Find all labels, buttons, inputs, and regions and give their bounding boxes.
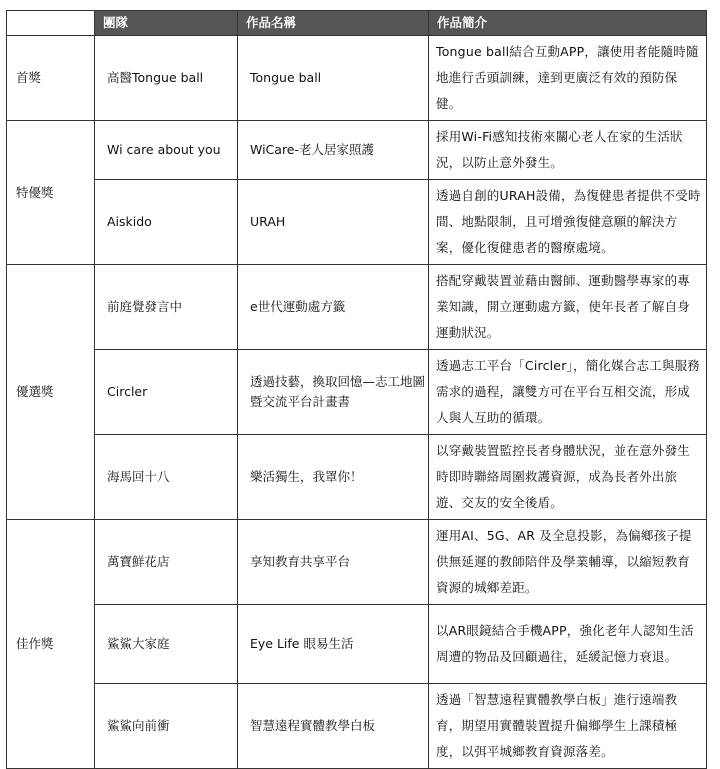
work-name-cell: e世代運動處方籤	[238, 265, 429, 350]
awards-table	[6, 10, 707, 769]
team-cell: Aiskido	[95, 180, 238, 265]
team-cell: 海馬回十八	[95, 435, 238, 520]
table-row	[7, 350, 707, 435]
intro-cell: Tongue ball結合互動APP，讓使用者能隨時隨地進行舌頭訓練，達到更廣泛有效的預防保健。	[429, 36, 707, 121]
intro-cell: 採用Wi-Fi感知技術來關心老人在家的生活狀況，以防止意外發生。	[429, 121, 707, 180]
intro-cell: 以穿戴裝置監控長者身體狀況，並在意外發生時即時聯絡周圍救護資源，成為長者外出旅遊、交友的安全後盾。	[429, 435, 707, 520]
work-name-cell: 享知教育共享平台	[238, 520, 429, 605]
team-cell: 鯊鯊向前衝	[95, 684, 238, 769]
intro-cell: 透過「智慧遠程實體教學白板」進行遠端教育，期望用實體裝置提升偏鄉學生上課積極度，以弭平城鄉教育資源落差。	[429, 684, 707, 769]
table-row	[7, 180, 707, 265]
header-work-name: 作品名稱	[238, 11, 429, 36]
header-blank	[7, 11, 95, 36]
award-honorable-mention: 佳作獎	[7, 520, 95, 769]
work-name-cell: URAH	[238, 180, 429, 265]
work-name-cell: Eye Life 眼易生活	[238, 605, 429, 684]
intro-cell: 以AR眼鏡結合手機APP，強化老年人認知生活周遭的物品及回顧過往，延緩記憶力衰退。	[429, 605, 707, 684]
table-row	[7, 520, 707, 605]
header-intro: 作品簡介	[429, 11, 707, 36]
header-row	[7, 11, 707, 36]
table-row	[7, 121, 707, 180]
table-row	[7, 36, 707, 121]
table-row	[7, 684, 707, 769]
work-name-cell: Tongue ball	[238, 36, 429, 121]
intro-cell: 透過志工平台「Circler」，簡化媒合志工與服務需求的過程，讓雙方可在平台互相交流，形成人與人互助的循環。	[429, 350, 707, 435]
team-cell: 鯊鯊大家庭	[95, 605, 238, 684]
table-row	[7, 265, 707, 350]
team-cell: Circler	[95, 350, 238, 435]
work-name-cell: WiCare-老人居家照護	[238, 121, 429, 180]
award-excellence: 特優獎	[7, 121, 95, 265]
team-cell: 高醫Tongue ball	[95, 36, 238, 121]
work-name-cell: 智慧遠程實體教學白板	[238, 684, 429, 769]
intro-cell: 搭配穿戴裝置並藉由醫師、運動醫學專家的專業知識，開立運動處方籤，使年長者了解自身運動狀況。	[429, 265, 707, 350]
award-merit: 優選獎	[7, 265, 95, 520]
intro-cell: 透過自創的URAH設備，為復健患者提供不受時間、地點限制，且可增強復健意願的解決方案，優化復健患者的醫療處境。	[429, 180, 707, 265]
work-name-cell: 透過技藝，換取回憶—志工地圖暨交流平台計畫書	[238, 350, 429, 435]
team-cell: Wi care about you	[95, 121, 238, 180]
award-first-prize: 首獎	[7, 36, 95, 121]
work-name-cell: 樂活獨生，我罩你！	[238, 435, 429, 520]
intro-cell: 運用AI、5G、AR 及全息投影，為偏鄉孩子提供無延遲的教師陪伴及學業輔導，以縮短教育資源的城鄉差距。	[429, 520, 707, 605]
table-row	[7, 605, 707, 684]
table-row	[7, 435, 707, 520]
team-cell: 萬寶鮮花店	[95, 520, 238, 605]
team-cell: 前庭覺發言中	[95, 265, 238, 350]
header-team: 團隊	[95, 11, 238, 36]
